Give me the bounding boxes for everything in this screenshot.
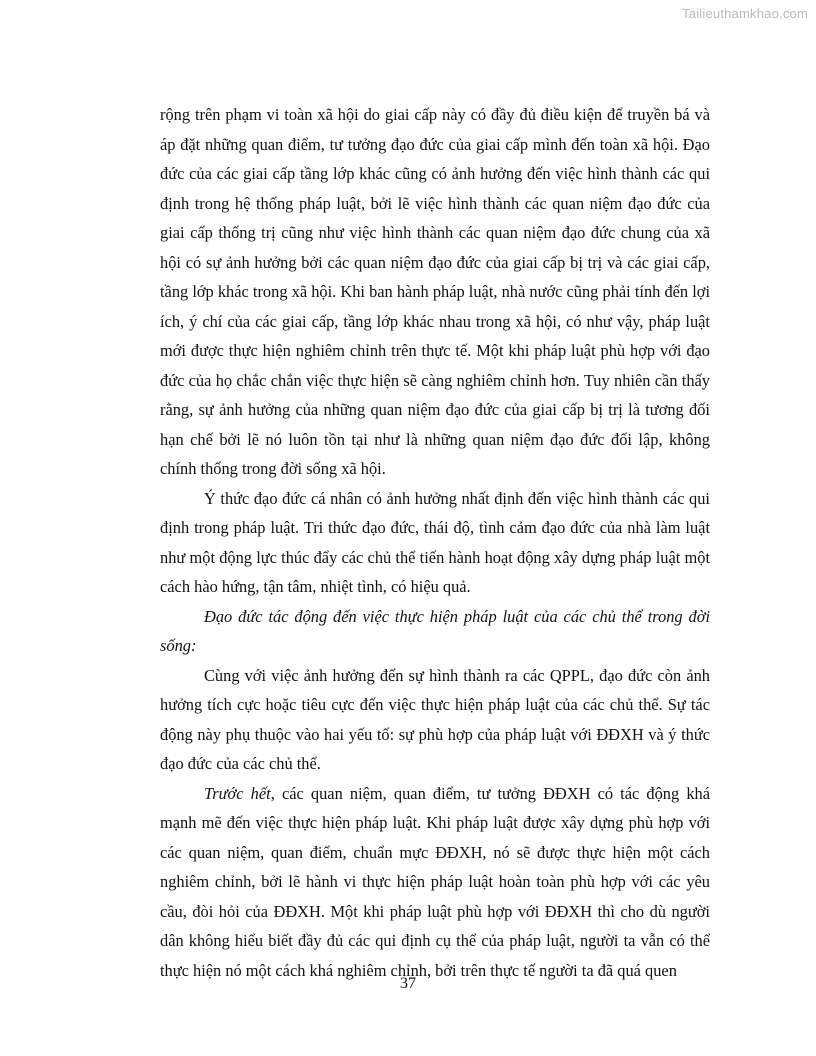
paragraph-influence: Cùng với việc ảnh hưởng đến sự hình thành ra các QPPL, đạo đức còn ảnh hưởng tích cực hoặc tiêu cực đến việc thực hiện pháp luật của các chủ thể. Sự tác động này phụ thuộc vào hai yếu tố: sự phù hợp của pháp luật với ĐĐXH và ý thức đạo đức của các chủ thể. [160,665,710,773]
section-heading-italic: Đạo đức tác động đến việc thực hiện pháp luật của các chủ thể trong đời sống: [160,606,710,655]
paragraph-first-point-text: , các quan niệm, quan điểm, tư tưởng ĐĐXH có tác động khá mạnh mẽ đến việc thực hiện pháp luật. Khi pháp luật được xây dựng phù hợp với các quan niệm, quan điểm, chuẩn mực ĐĐXH, nó sẽ được thực hiện một cách nghiêm chỉnh, bởi lẽ hành vi thực hiện pháp luật hoàn toàn phù hợp với các yêu cầu, đòi hỏi của ĐĐXH. Một khi pháp luật phù hợp với ĐĐXH thì cho dù người dân không hiểu biết đầy đủ các qui định cụ thể của pháp luật, người ta vẫn có thể thực hiện nó một cách khá nghiêm chỉnh, bởi trên thực tế người ta đã quá quen [160,783,710,980]
watermark: Tailieuthamkhao.com [682,6,808,21]
lead-emphasis: Trước hết [204,783,271,803]
paragraph-continued: rộng trên phạm vi toàn xã hội do giai cấp này có đầy đủ điều kiện để truyền bá và áp đặt những quan điểm, tư tưởng đạo đức của giai cấp mình đến toàn xã hội. Đạo đức của các giai cấp tầng lớp khác cũng có ảnh hưởng đến việc hình thành các qui định trong hệ thống pháp luật, bởi lẽ việc hình thành các quan niệm đạo đức của giai cấp thống trị cũng như việc hình thành các quan niệm đạo đức chung của xã hội có sự ảnh hưởng bởi các quan niệm đạo đức của giai cấp bị trị và các giai cấp, tầng lớp khác trong xã hội. Khi ban hành pháp luật, nhà nước cũng phải tính đến lợi ích, ý chí của các giai cấp, tầng lớp khác nhau trong xã hội, có như vậy, pháp luật mới được thực hiện nghiêm chỉnh trên thực tế. Một khi pháp luật phù hợp với đạo đức của họ chắc chắn việc thực hiện sẽ càng nghiêm chỉnh hơn. Tuy nhiên cần thấy rằng, sự ảnh hưởng của những quan niệm đạo đức của giai cấp bị trị là tương đối hạn chế bởi lẽ nó luôn tồn tại như là những quan niệm đạo đức đối lập, không chính thống trong đời sống xã hội. [160,105,710,478]
paragraph-individual-ethics: Ý thức đạo đức cá nhân có ảnh hưởng nhất định đến việc hình thành các qui định trong pháp luật. Tri thức đạo đức, thái độ, tình cảm đạo đức của nhà làm luật như một động lực thúc đẩy các chủ thể tiến hành hoạt động xây dựng pháp luật một cách hào hứng, tận tâm, nhiệt tình, có hiệu quả. [160,488,710,596]
page-number: 37 [400,975,416,992]
document-body [160,100,710,985]
paragraph-first-point [160,779,710,986]
